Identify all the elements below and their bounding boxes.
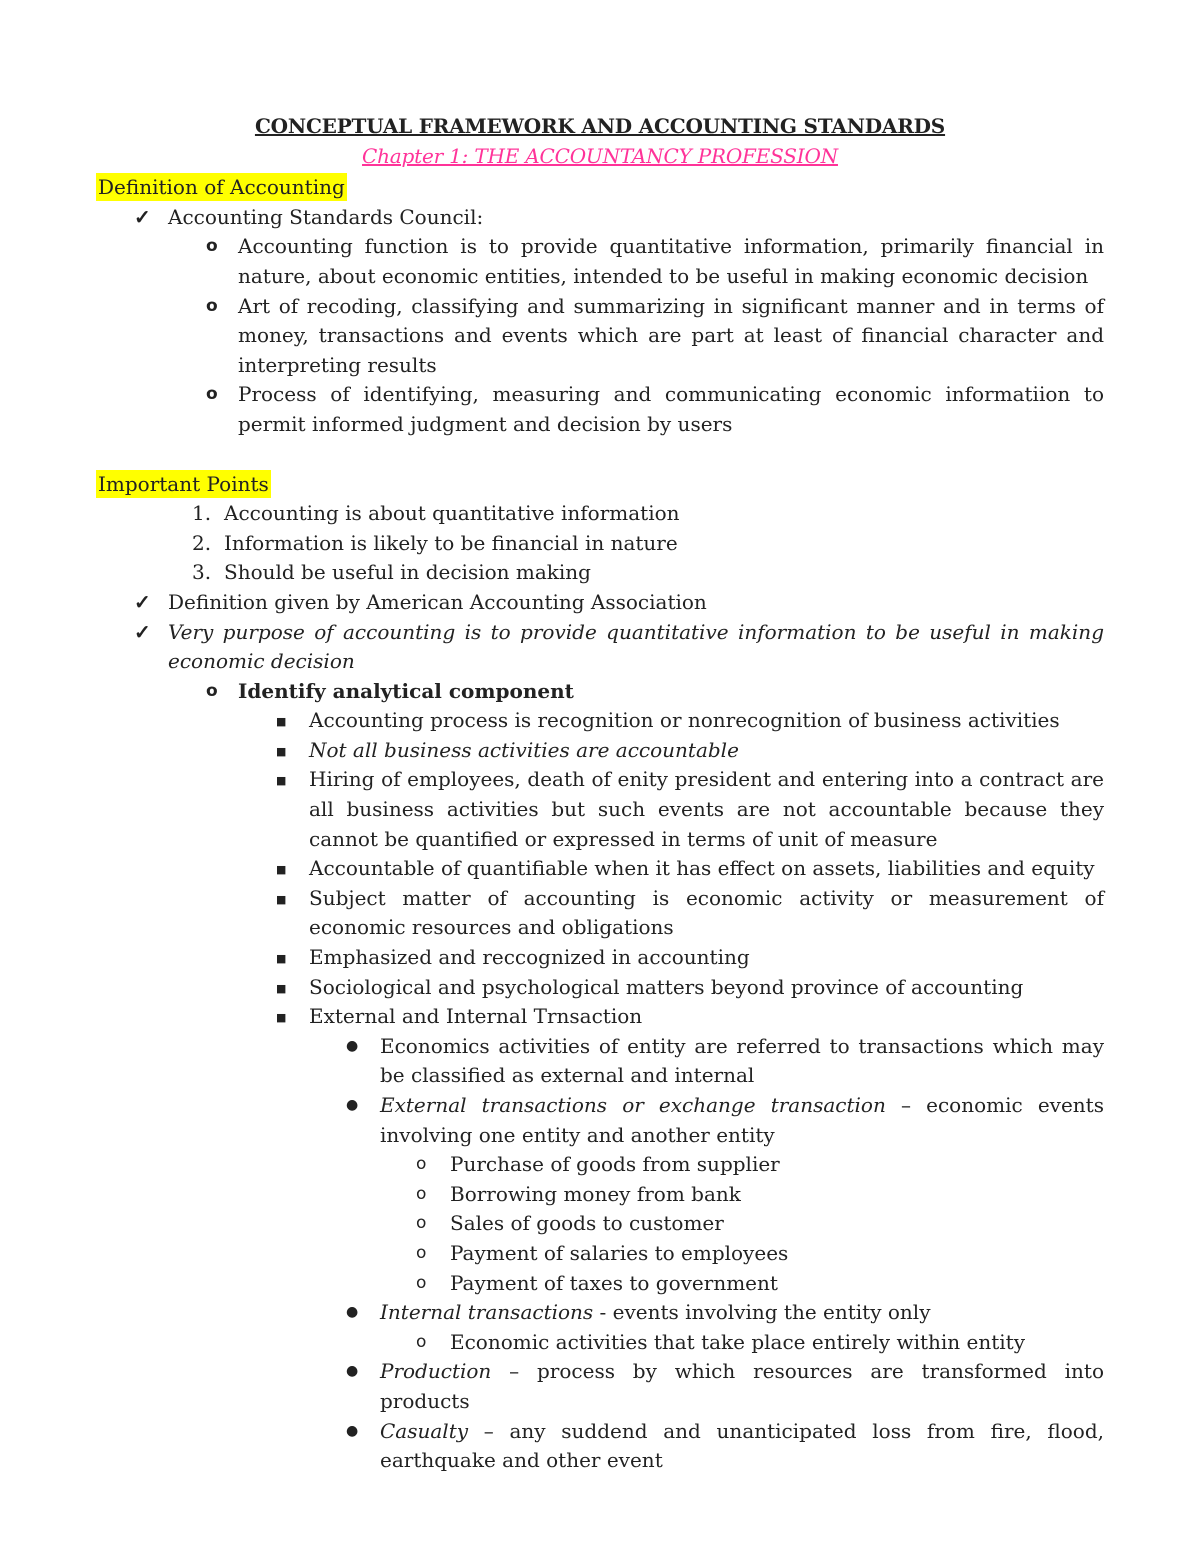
list-item bbox=[96, 1417, 1104, 1476]
casualty-term: Casualty bbox=[380, 1418, 469, 1443]
external-examples bbox=[96, 1150, 1104, 1298]
circle-bullet-icon: o bbox=[416, 1242, 427, 1263]
internal-transaction bbox=[380, 1298, 1104, 1328]
list-item bbox=[96, 943, 1104, 973]
important-check-list bbox=[96, 588, 1104, 677]
list-item bbox=[96, 618, 1104, 677]
circle-bullet-icon: o bbox=[416, 1272, 427, 1293]
list-item bbox=[96, 529, 1104, 559]
internal-definition: - events involving the entity only bbox=[593, 1300, 931, 1325]
external-definition: – economic events involving one entity and another entity bbox=[380, 1093, 1104, 1147]
circle-bullet-icon: o bbox=[416, 1213, 427, 1234]
aaa-definition: Definition given by American Accounting Association bbox=[168, 589, 707, 614]
list-item bbox=[96, 588, 1104, 618]
internal-list bbox=[96, 1298, 1104, 1328]
important-heading-text: Important Points bbox=[98, 471, 269, 496]
definition-point: Art of recoding, classifying and summarizing in significant manner and in terms of money, transactions and events which are part at least of financial character and interpreting results bbox=[238, 293, 1104, 377]
square-bullet-icon: ■ bbox=[276, 981, 287, 995]
external-example: Payment of salaries to employees bbox=[450, 1240, 789, 1265]
definition-list bbox=[96, 203, 1104, 233]
chapter-title: Chapter 1: THE ACCOUNTANCY PROFESSION bbox=[362, 143, 838, 168]
filled-dot-bullet-icon: ● bbox=[346, 1304, 359, 1321]
internal-examples bbox=[96, 1328, 1104, 1358]
number-label: 3. bbox=[192, 560, 212, 585]
list-item bbox=[96, 558, 1104, 588]
filled-dot-bullet-icon: ● bbox=[346, 1037, 359, 1054]
filled-dot-bullet-icon: ● bbox=[346, 1097, 359, 1113]
list-item bbox=[96, 1357, 1104, 1416]
component-point: Hiring of employees, death of enity president and entering into a contract are all business activities but such events are not accountable because they cannot be quantified or expressed in terms of unit of measure bbox=[309, 767, 1104, 851]
list-item bbox=[96, 1032, 1104, 1091]
component-point: Sociological and psychological matters beyond province of accounting bbox=[309, 974, 1024, 999]
definition-heading bbox=[96, 173, 1104, 203]
circle-bullet-icon: o bbox=[206, 384, 218, 405]
list-item bbox=[96, 736, 1104, 766]
circle-bullet-icon: o bbox=[416, 1183, 427, 1204]
component-point: Accountable of quantifiable when it has effect on assets, liabilities and equity bbox=[309, 856, 1095, 881]
square-bullet-icon: ■ bbox=[276, 774, 287, 788]
list-item bbox=[96, 884, 1104, 943]
circle-bullet-icon: o bbox=[416, 1331, 427, 1352]
circle-bullet-icon: o bbox=[416, 1154, 427, 1175]
definition-points bbox=[96, 232, 1104, 439]
internal-term: Internal transactions bbox=[380, 1300, 594, 1325]
circle-bullet-icon: o bbox=[206, 680, 218, 701]
square-bullet-icon: ■ bbox=[276, 1011, 287, 1025]
number-label: 1. bbox=[192, 501, 212, 526]
square-bullet-icon: ■ bbox=[276, 744, 287, 758]
important-heading bbox=[96, 470, 1104, 500]
list-item bbox=[96, 1239, 1104, 1269]
list-item bbox=[96, 1328, 1104, 1358]
component-point: Emphasized and reccognized in accounting bbox=[309, 945, 750, 970]
spacer bbox=[96, 440, 1104, 470]
important-point: Information is likely to be financial in nature bbox=[224, 530, 678, 555]
component-point: Subject matter of accounting is economic activity or measurement of economic resources and obligations bbox=[309, 885, 1104, 940]
component-heading: Identify analytical component bbox=[238, 678, 574, 703]
external-example: Payment of taxes to government bbox=[450, 1270, 778, 1295]
list-item bbox=[96, 1180, 1104, 1210]
square-bullet-icon: ■ bbox=[276, 952, 287, 966]
production-term: Production bbox=[380, 1359, 492, 1384]
other-events-list bbox=[96, 1357, 1104, 1475]
definition-point: Process of identifying, measuring and communicating economic informatiion to permit informed judgment and decision by users bbox=[238, 382, 1104, 436]
external-example: Borrowing money from bank bbox=[450, 1181, 741, 1206]
square-bullet-icon: ■ bbox=[276, 892, 287, 906]
casualty-item bbox=[380, 1417, 1104, 1476]
check-mark-icon: ✓ bbox=[134, 589, 151, 614]
list-item bbox=[96, 232, 1104, 291]
external-transaction bbox=[380, 1091, 1104, 1150]
definition-point: Accounting function is to provide quantitative information, primarily financial in nature, about economic entities, intended to be useful in making economic decision bbox=[238, 234, 1104, 288]
circle-bullet-icon: o bbox=[206, 236, 218, 257]
production-definition: – process by which resources are transformed into products bbox=[380, 1359, 1104, 1413]
square-bullet-list bbox=[96, 706, 1104, 1032]
transaction-list bbox=[96, 1032, 1104, 1150]
list-item bbox=[96, 973, 1104, 1003]
purpose-statement: Very purpose of accounting is to provide quantitative information to be useful in making economic decision bbox=[168, 619, 1104, 674]
list-item bbox=[96, 1269, 1104, 1299]
external-term: External transactions or exchange transaction bbox=[380, 1093, 886, 1117]
external-example: Sales of goods to customer bbox=[450, 1211, 724, 1236]
internal-example: Economic activities that take place entirely within entity bbox=[450, 1329, 1026, 1354]
component-list bbox=[96, 677, 1104, 707]
list-item bbox=[96, 380, 1104, 439]
asc-label: Accounting Standards Council: bbox=[168, 204, 484, 229]
list-item bbox=[96, 706, 1104, 736]
external-example: Purchase of goods from supplier bbox=[450, 1152, 780, 1177]
component-point: Not all business activities are accountable bbox=[309, 737, 739, 762]
circle-bullet-icon: o bbox=[206, 295, 218, 316]
list-item bbox=[96, 203, 1104, 233]
list-item bbox=[96, 1091, 1104, 1150]
square-bullet-icon: ■ bbox=[276, 715, 287, 729]
document-title: CONCEPTUAL FRAMEWORK AND ACCOUNTING STANDARDS bbox=[254, 114, 946, 138]
list-item bbox=[96, 1002, 1104, 1032]
filled-dot-bullet-icon: ● bbox=[346, 1363, 359, 1380]
casualty-definition: – any suddend and unanticipated loss from fire, flood, earthquake and other event bbox=[380, 1418, 1104, 1473]
number-label: 2. bbox=[192, 530, 212, 555]
list-item bbox=[96, 499, 1104, 529]
important-numbered-list bbox=[96, 499, 1104, 588]
component-point: Accounting process is recognition or nonrecognition of business activities bbox=[309, 708, 1060, 733]
definition-heading-text: Definition of Accounting bbox=[98, 175, 345, 200]
important-point: Accounting is about quantitative information bbox=[224, 501, 680, 526]
transaction-intro: Economics activities of entity are referred to transactions which may be classified as external and internal bbox=[380, 1033, 1104, 1088]
list-item bbox=[96, 1209, 1104, 1239]
important-point: Should be useful in decision making bbox=[224, 560, 591, 585]
square-bullet-icon: ■ bbox=[276, 863, 287, 877]
filled-dot-bullet-icon: ● bbox=[346, 1422, 359, 1439]
list-item bbox=[96, 292, 1104, 381]
list-item bbox=[96, 765, 1104, 854]
list-item bbox=[96, 1150, 1104, 1180]
production-item bbox=[380, 1357, 1104, 1416]
list-item bbox=[96, 677, 1104, 707]
check-mark-icon: ✓ bbox=[134, 619, 151, 644]
list-item bbox=[96, 854, 1104, 884]
check-mark-icon: ✓ bbox=[134, 204, 151, 229]
component-point: External and Internal Trnsaction bbox=[309, 1004, 643, 1029]
list-item bbox=[96, 1298, 1104, 1328]
